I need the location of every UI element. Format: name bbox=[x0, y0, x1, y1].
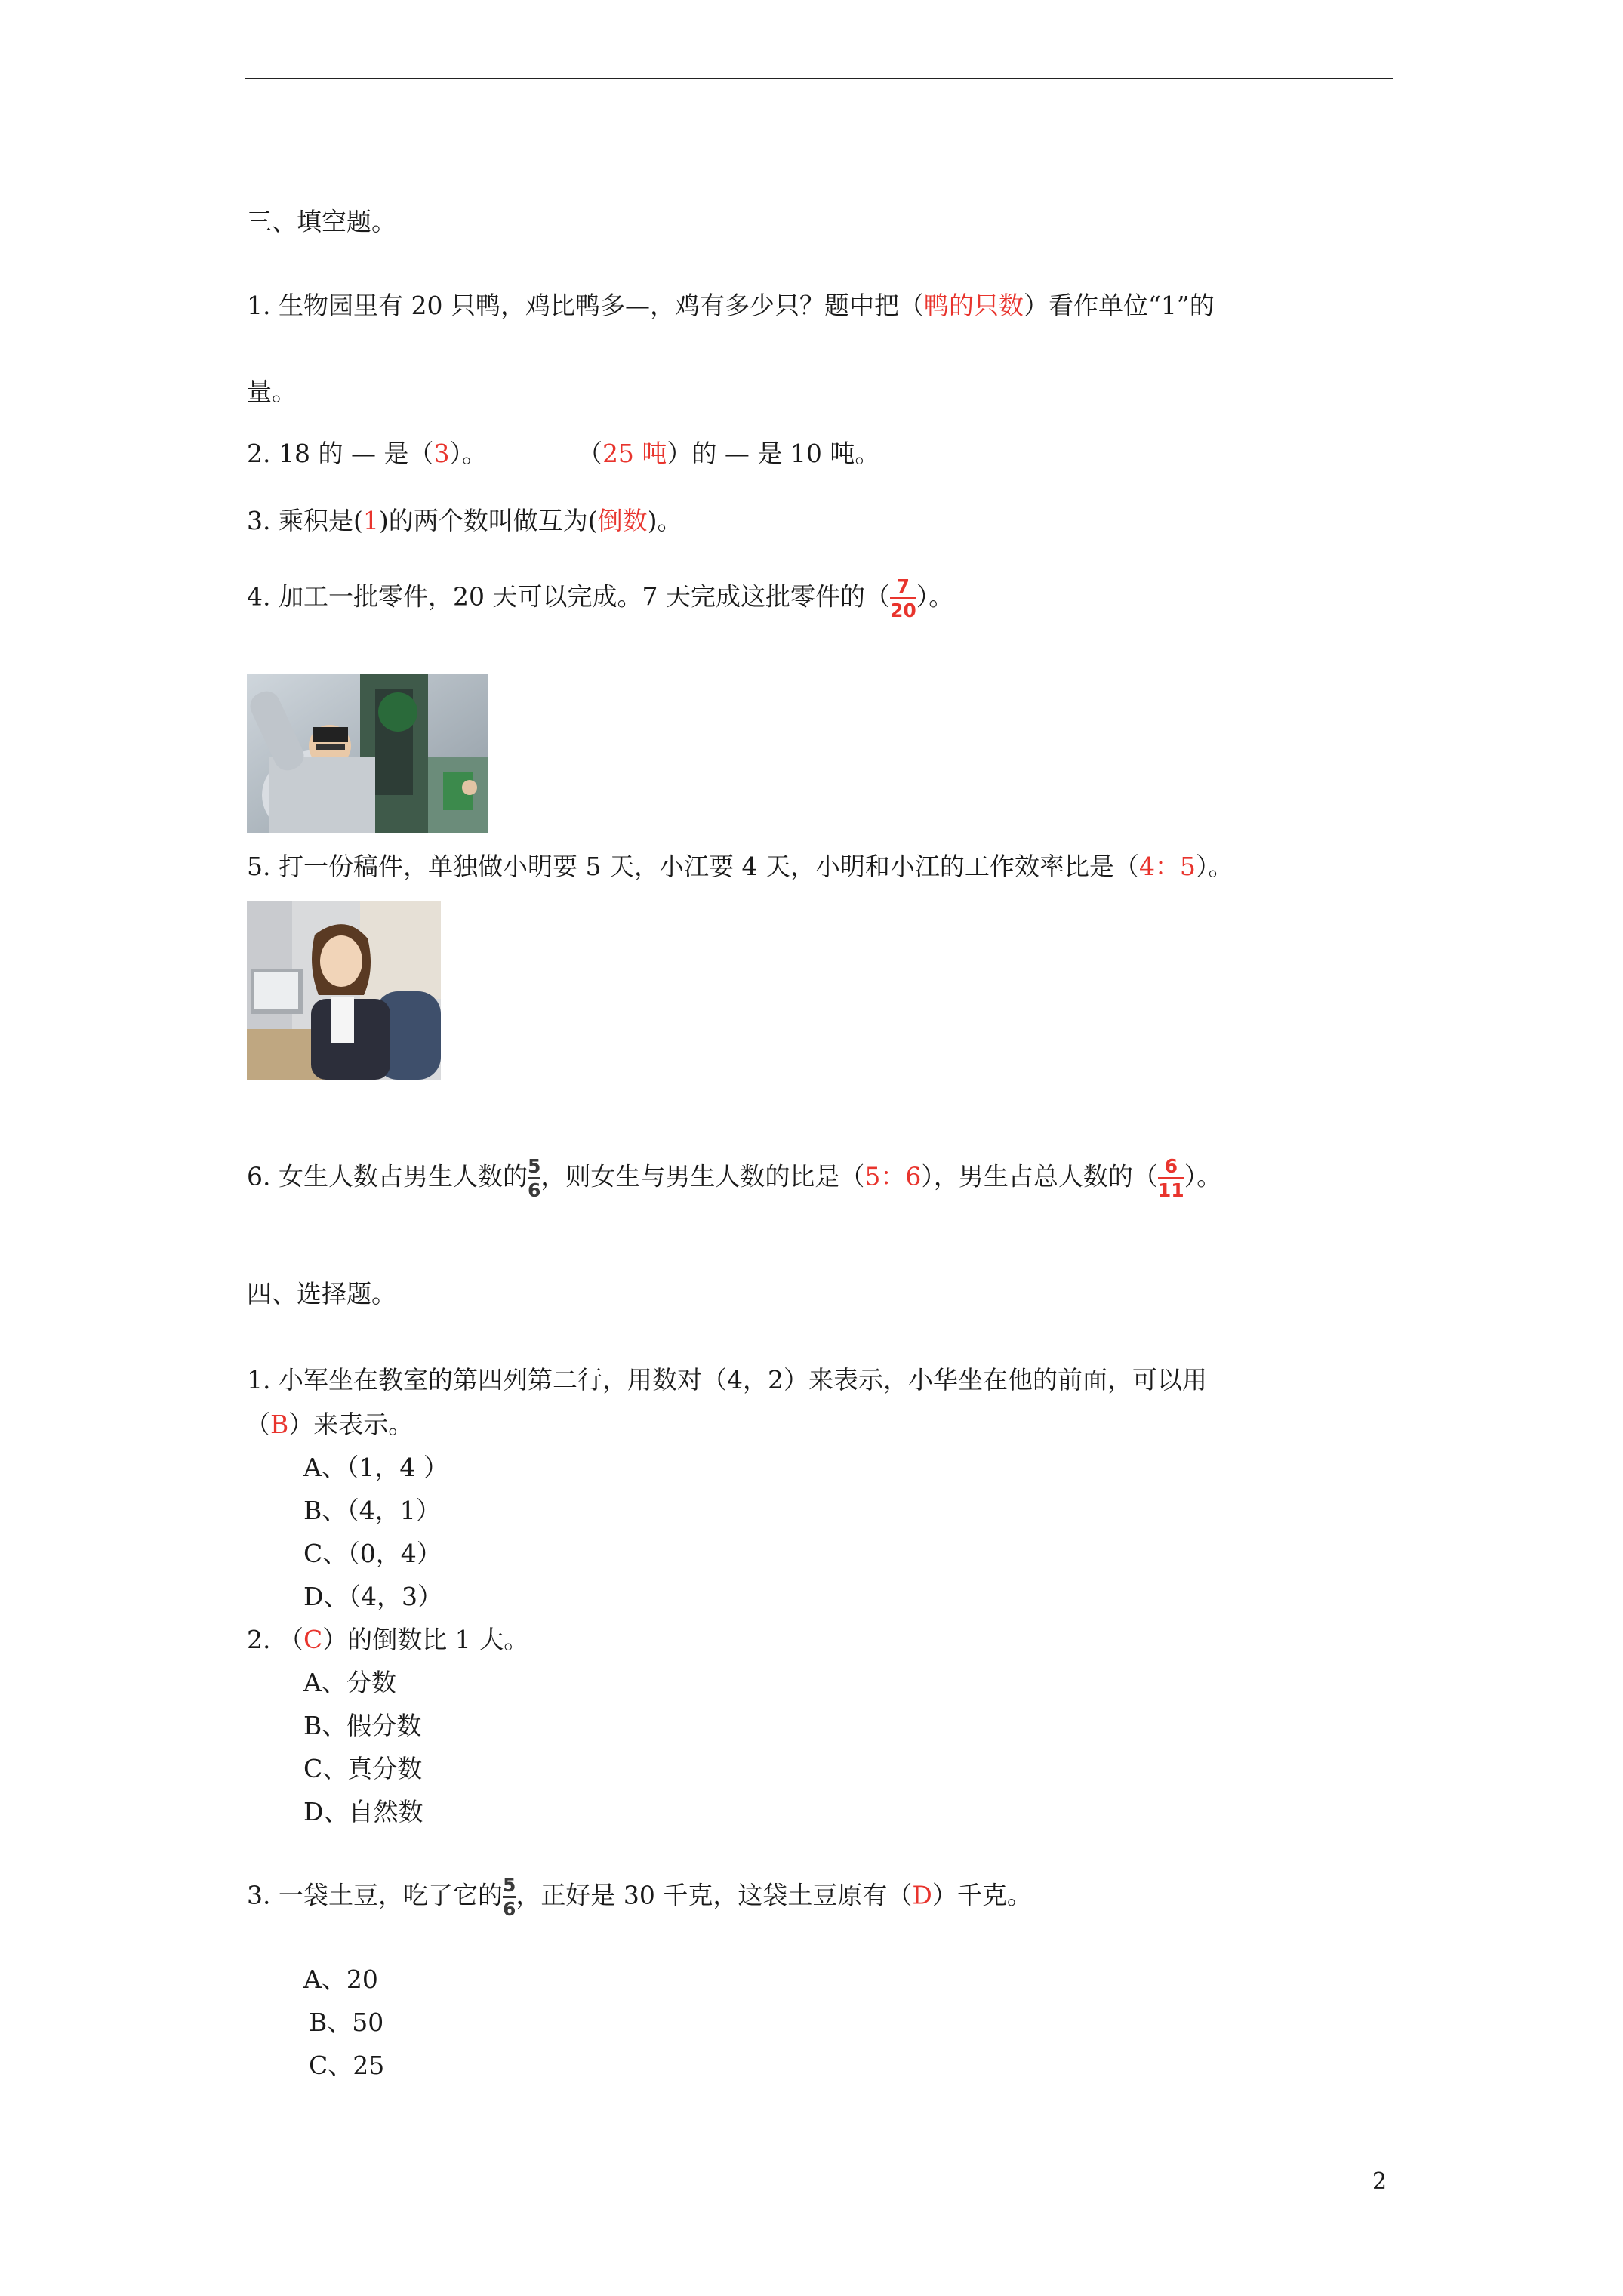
answer: C bbox=[303, 1625, 323, 1654]
question-3-6: 6. 女生人数占男生人数的 $\frac{5}{6}$ ，则女生与男生人数的比是（5：6），男生占总人数的（ $\frac{6}{11}$ ）。 bbox=[247, 1155, 1222, 1201]
answer: 倒数 bbox=[597, 506, 648, 535]
question-3-2: 2. 18 的 — 是（3）。 （25 吨）的 — 是 10 吨。 bbox=[247, 439, 880, 468]
option: B、50 bbox=[309, 2008, 384, 2037]
question-3-5: 5. 打一份稿件，单独做小明要 5 天，小江要 4 天，小明和小江的工作效率比是（4：5）。 bbox=[247, 852, 1233, 881]
option: A、分数 bbox=[303, 1668, 396, 1697]
workshop-photo bbox=[247, 674, 488, 833]
option: B、假分数 bbox=[303, 1711, 422, 1740]
question-3-3: 3. 乘积是(1)的两个数叫做互为(倒数)。 bbox=[247, 506, 682, 535]
question-4-1-line2: （B）来表示。 bbox=[245, 1410, 414, 1439]
fraction: $\frac{5}{6}$ bbox=[502, 1874, 516, 1920]
option: C、25 bbox=[309, 2051, 385, 2080]
office-photo bbox=[247, 901, 441, 1080]
option: D、自然数 bbox=[303, 1797, 423, 1826]
answer: 5：6 bbox=[864, 1161, 922, 1191]
option: D、（4，3） bbox=[303, 1582, 442, 1611]
option: C、真分数 bbox=[303, 1754, 423, 1783]
section-heading-fill-blank: 三、填空题。 bbox=[247, 207, 396, 236]
answer: 3 bbox=[433, 439, 450, 468]
answer-fraction: $\frac{6}{11}$ bbox=[1157, 1155, 1184, 1201]
answer-fraction: $\frac{7}{20}$ bbox=[889, 575, 916, 621]
option: A、20 bbox=[303, 1965, 378, 1994]
page-number: 2 bbox=[1372, 2168, 1387, 2195]
answer: D bbox=[912, 1880, 932, 1910]
question-3-1-continuation: 量。 bbox=[247, 377, 297, 406]
option: C、（0，4） bbox=[303, 1539, 442, 1568]
question-3-4: 4. 加工一批零件，20 天可以完成。7 天完成这批零件的（ $\frac{7}{20}$ ）。 bbox=[247, 575, 954, 621]
answer: B bbox=[270, 1410, 289, 1439]
question-4-3: 3. 一袋土豆，吃了它的 $\frac{5}{6}$ ，正好是 30 千克，这袋土豆原有（D）千克。 bbox=[247, 1874, 1032, 1920]
option: A、（1，4 ） bbox=[303, 1453, 448, 1482]
answer: 25 吨 bbox=[602, 439, 667, 468]
option: B、（4，1） bbox=[303, 1496, 441, 1525]
header-rule bbox=[245, 78, 1393, 79]
answer: 4：5 bbox=[1138, 852, 1196, 881]
section-heading-multiple-choice: 四、选择题。 bbox=[247, 1279, 396, 1308]
answer: 鸭的只数 bbox=[923, 291, 1024, 320]
answer: 1 bbox=[362, 506, 379, 535]
question-4-1-line1: 1. 小军坐在教室的第四列第二行，用数对（4，2）来表示，小华坐在他的前面，可以用 bbox=[247, 1365, 1207, 1395]
fraction: $\frac{5}{6}$ bbox=[527, 1155, 541, 1201]
question-3-1: 1. 生物园里有 20 只鸭，鸡比鸭多—，鸡有多少只？题中把（鸭的只数）看作单位“1”的 bbox=[247, 291, 1215, 320]
question-4-2: 2. （C）的倒数比 1 大。 bbox=[247, 1625, 529, 1654]
